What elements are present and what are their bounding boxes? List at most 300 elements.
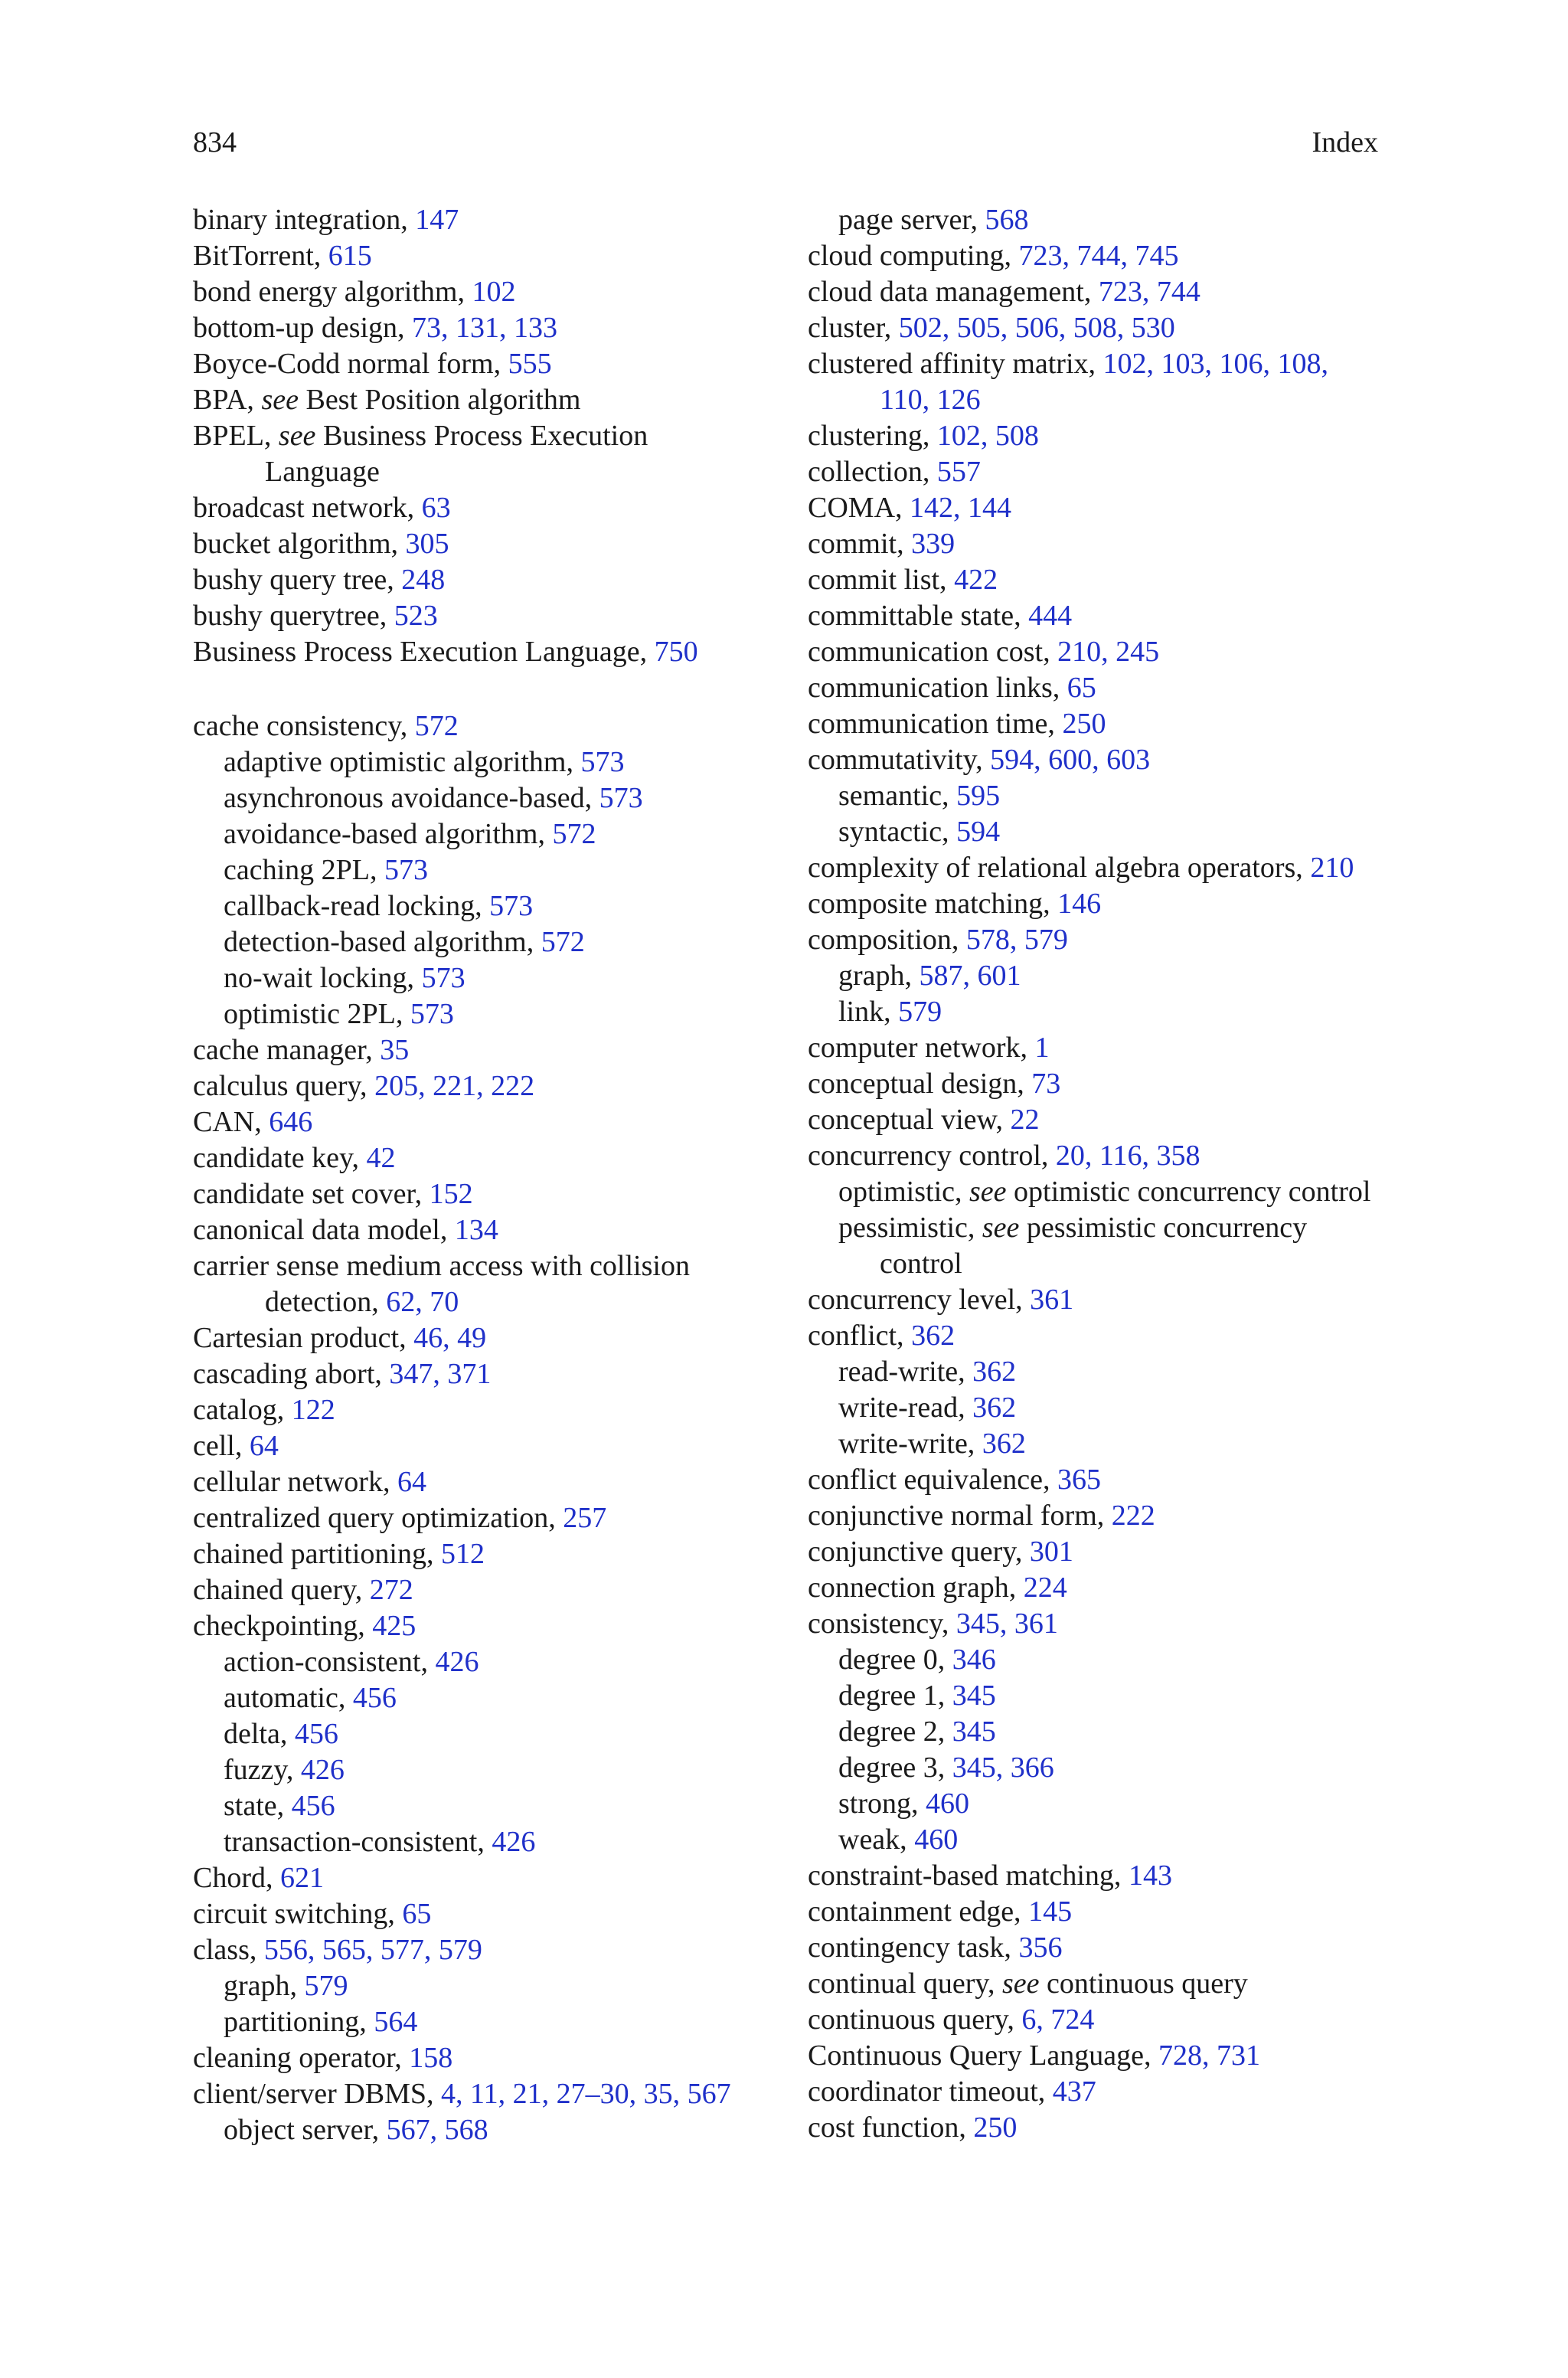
page-links[interactable]: 146 <box>1057 888 1102 920</box>
index-entry <box>808 1030 1405 1066</box>
index-subentry <box>808 1174 1405 1210</box>
index-subentry <box>808 1210 1405 1246</box>
entry-term: semantic, <box>838 780 957 812</box>
entry-term: clustered affinity matrix, <box>808 348 1103 380</box>
index-entry <box>808 670 1405 706</box>
entry-term: candidate set cover, <box>193 1178 430 1210</box>
entry-term: link, <box>838 996 899 1028</box>
entry-term: avoidance-based algorithm, <box>224 818 553 850</box>
index-entry <box>808 238 1405 274</box>
entry-term: concurrency level, <box>808 1284 1031 1316</box>
index-entry <box>808 850 1405 886</box>
index-entry-continuation <box>193 454 790 490</box>
index-subentry <box>808 1786 1405 1822</box>
page-links[interactable]: 356 <box>1018 1932 1063 1964</box>
entry-term: optimistic, <box>838 1176 969 1208</box>
entry-term: bushy query tree, <box>193 564 402 596</box>
index-entry <box>193 202 790 238</box>
index-entry <box>808 526 1405 562</box>
entry-term: communication links, <box>808 672 1067 704</box>
page-links[interactable]: 594 <box>956 816 1001 848</box>
see-reference: see <box>261 384 299 416</box>
page-links[interactable]: 345 <box>952 1716 996 1748</box>
entry-term: conflict equivalence, <box>808 1464 1058 1496</box>
index-entry <box>193 1428 790 1464</box>
page-links[interactable]: 556, 565, 577, 579 <box>263 1934 482 1966</box>
entry-term: contingency task, <box>808 1932 1019 1964</box>
entry-term: syntactic, <box>838 816 957 848</box>
page-links[interactable]: 460 <box>926 1788 969 1820</box>
page-links[interactable]: 723, 744, 745 <box>1018 240 1179 272</box>
page-number: 834 <box>193 126 237 159</box>
index-entry <box>808 634 1405 670</box>
entry-term: Chord, <box>193 1862 280 1894</box>
index-entry <box>193 1068 790 1104</box>
page-links[interactable]: 46, 49 <box>413 1322 487 1354</box>
index-subentry <box>193 1680 790 1716</box>
entry-term: cleaning operator, <box>193 2042 410 2074</box>
page-links[interactable]: 728, 731 <box>1158 2039 1261 2072</box>
page-links[interactable]: 456 <box>294 1718 338 1750</box>
page-links[interactable]: 147 <box>415 204 459 236</box>
index-entry <box>193 708 790 744</box>
entry-term: continual query, <box>808 1967 1002 2000</box>
entry-term: object server, <box>224 2114 387 2146</box>
entry-term: consistency, <box>808 1608 956 1640</box>
page-links[interactable]: 587, 601 <box>919 960 1021 992</box>
page-links[interactable]: 437 <box>1052 2075 1096 2108</box>
entry-term: optimistic 2PL, <box>224 998 410 1030</box>
page-links[interactable]: 573 <box>421 962 466 994</box>
entry-term: write-write, <box>838 1428 982 1460</box>
entry-term: cache consistency, <box>193 710 415 742</box>
page-links[interactable]: 22 <box>1010 1104 1040 1136</box>
page-links[interactable]: 572 <box>414 710 459 742</box>
index-entry <box>808 418 1405 454</box>
index-entry-continuation <box>193 1284 790 1320</box>
index-entry <box>193 1356 790 1392</box>
index-subentry <box>808 1354 1405 1390</box>
page-header <box>193 125 1378 160</box>
index-subentry <box>193 744 790 780</box>
index-entry <box>808 490 1405 526</box>
page-links[interactable]: 567, 568 <box>386 2114 488 2146</box>
index-subentry <box>808 958 1405 994</box>
page-links[interactable]: 723, 744 <box>1098 276 1200 308</box>
index-subentry <box>193 2112 790 2148</box>
page-links[interactable]: 210, 245 <box>1057 636 1160 668</box>
page-links[interactable]: 362 <box>972 1356 1017 1388</box>
entry-term: concurrency control, <box>808 1140 1056 1172</box>
page-links[interactable]: 345, 361 <box>956 1608 1058 1640</box>
see-target: optimistic concurrency control <box>1006 1176 1371 1208</box>
page-links[interactable]: 345 <box>952 1680 996 1712</box>
entry-term: fuzzy, <box>224 1754 301 1786</box>
page-links[interactable]: 210 <box>1310 852 1354 884</box>
entry-term: Boyce-Codd normal form, <box>193 348 508 380</box>
entry-term: partitioning, <box>224 2006 374 2038</box>
index-entry <box>808 2074 1405 2110</box>
index-entry <box>193 1608 790 1644</box>
page-links[interactable]: 1 <box>1034 1032 1050 1064</box>
index-entry <box>808 274 1405 310</box>
index-entry <box>808 1498 1405 1534</box>
entry-term: Continuous Query Language, <box>808 2039 1159 2072</box>
page-links[interactable]: 224 <box>1023 1572 1067 1604</box>
index-entry <box>808 1318 1405 1354</box>
page-links[interactable]: 64 <box>249 1430 279 1462</box>
entry-term: commit, <box>808 528 912 560</box>
entry-term: cluster, <box>808 312 899 344</box>
entry-term: conceptual view, <box>808 1104 1011 1136</box>
index-entry <box>193 310 790 346</box>
index-entry <box>808 886 1405 922</box>
index-entry <box>193 562 790 598</box>
entry-term: commutativity, <box>808 744 991 776</box>
page-links[interactable]: 564 <box>374 2006 418 2038</box>
page-links[interactable]: 425 <box>372 1610 416 1642</box>
entry-term: degree 2, <box>838 1716 952 1748</box>
index-entry <box>193 1248 790 1284</box>
page-links[interactable]: 573 <box>580 746 625 778</box>
index-entry <box>193 1104 790 1140</box>
index-entry <box>193 1896 790 1932</box>
page-links[interactable]: 579 <box>898 996 942 1028</box>
page-links[interactable]: 347, 371 <box>389 1358 492 1390</box>
page-links[interactable]: 64 <box>397 1466 426 1498</box>
index-subentry <box>808 814 1405 850</box>
entry-term: carrier sense medium access with collision <box>193 1250 690 1282</box>
index-subentry <box>193 852 790 888</box>
index-entry <box>808 1534 1405 1570</box>
page-links[interactable]: 456 <box>291 1790 335 1822</box>
entry-term: bottom-up design, <box>193 312 413 344</box>
entry-term: bond energy algorithm, <box>193 276 472 308</box>
page-links[interactable]: 102 <box>472 276 516 308</box>
index-entry <box>193 2076 790 2112</box>
entry-term: containment edge, <box>808 1896 1029 1928</box>
index-entry <box>193 382 790 418</box>
entry-term: composite matching, <box>808 888 1058 920</box>
entry-term: chained query, <box>193 1574 370 1606</box>
page-links[interactable]: 572 <box>552 818 596 850</box>
index-subentry <box>193 1968 790 2004</box>
index-entry <box>193 490 790 526</box>
entry-term: commit list, <box>808 564 955 596</box>
index-entry <box>193 1320 790 1356</box>
see-target: continuous query <box>1039 1967 1248 2000</box>
entry-term: candidate key, <box>193 1142 367 1174</box>
page-links[interactable]: 110, 126 <box>880 384 981 416</box>
entry-term: degree 1, <box>838 1680 952 1712</box>
entry-term: connection graph, <box>808 1572 1024 1604</box>
page-links[interactable]: 73, 131, 133 <box>412 312 558 344</box>
entry-term: strong, <box>838 1788 926 1820</box>
page-links[interactable]: 102, 103, 106, 108, <box>1102 348 1329 380</box>
page-links[interactable]: 158 <box>409 2042 453 2074</box>
page-links[interactable]: 502, 505, 506, 508, 530 <box>898 312 1175 344</box>
index-entry <box>808 1462 1405 1498</box>
page-links[interactable]: 365 <box>1057 1464 1102 1496</box>
index-subentry <box>193 996 790 1032</box>
page-links[interactable]: 456 <box>352 1682 397 1714</box>
entry-term: complexity of relational algebra operators, <box>808 852 1311 884</box>
index-entry-continuation <box>808 382 1405 418</box>
page-links[interactable]: 573 <box>410 998 454 1030</box>
entry-term: conceptual design, <box>808 1068 1032 1100</box>
page-links[interactable]: 250 <box>1062 708 1106 740</box>
page-links[interactable]: 257 <box>563 1502 607 1534</box>
page-links[interactable]: 422 <box>954 564 998 596</box>
index-entry <box>808 1570 1405 1606</box>
entry-term: bucket algorithm, <box>193 528 406 560</box>
page-links[interactable]: 345, 366 <box>952 1752 1054 1784</box>
entry-term: delta, <box>224 1718 295 1750</box>
page-links[interactable]: 595 <box>956 780 1001 812</box>
entry-term: cascading abort, <box>193 1358 390 1390</box>
entry-term: checkpointing, <box>193 1610 373 1642</box>
index-entry <box>193 2040 790 2076</box>
page-links[interactable]: 573 <box>384 854 429 886</box>
index-column-right <box>808 202 1405 2146</box>
page-links[interactable]: 555 <box>508 348 552 380</box>
index-entry <box>808 2038 1405 2074</box>
page-links[interactable]: 339 <box>911 528 956 560</box>
index-entry <box>193 634 790 670</box>
page-links[interactable]: 568 <box>985 204 1029 236</box>
page-links[interactable]: 426 <box>300 1754 345 1786</box>
index-subentry <box>193 888 790 924</box>
entry-term: cloud computing, <box>808 240 1019 272</box>
entry-term: Business Process Execution Language, <box>193 636 655 668</box>
entry-term: CAN, <box>193 1106 270 1138</box>
entry-term: computer network, <box>808 1032 1035 1064</box>
entry-term: Cartesian product, <box>193 1322 414 1354</box>
index-entry <box>193 1176 790 1212</box>
index-subentry <box>193 780 790 816</box>
index-entry <box>193 346 790 382</box>
page-links[interactable]: 205, 221, 222 <box>374 1070 535 1102</box>
page-links[interactable]: 222 <box>1111 1500 1155 1532</box>
page-links[interactable]: 65 <box>402 1898 432 1930</box>
index-entry <box>808 310 1405 346</box>
index-subentry <box>808 994 1405 1030</box>
entry-term: action-consistent, <box>224 1646 436 1678</box>
entry-term: Language <box>265 456 380 488</box>
page-links[interactable]: 578, 579 <box>965 924 1068 956</box>
entry-term: chained partitioning, <box>193 1538 441 1570</box>
entry-term: bushy querytree, <box>193 600 394 632</box>
page-links[interactable]: 444 <box>1028 600 1073 632</box>
page-links[interactable]: 460 <box>914 1824 959 1856</box>
index-subentry <box>193 1752 790 1788</box>
see-reference: see <box>969 1176 1007 1208</box>
index-subentry <box>808 1822 1405 1858</box>
entry-term: binary integration, <box>193 204 416 236</box>
index-entry <box>808 742 1405 778</box>
index-entry <box>808 1858 1405 1894</box>
page-links[interactable]: 346 <box>952 1644 996 1676</box>
page-links[interactable]: 42 <box>366 1142 396 1174</box>
entry-term: BitTorrent, <box>193 240 328 272</box>
index-entry <box>193 1572 790 1608</box>
page-links[interactable]: 6, 724 <box>1021 2003 1095 2036</box>
index-entry <box>808 706 1405 742</box>
index-subentry <box>808 1750 1405 1786</box>
see-target: pessimistic concurrency <box>1019 1212 1308 1244</box>
entry-term: constraint-based matching, <box>808 1860 1129 1892</box>
index-entry <box>808 2002 1405 2038</box>
page-links[interactable]: 362 <box>911 1320 956 1352</box>
entry-term: conjunctive normal form, <box>808 1500 1112 1532</box>
index-entry <box>193 1860 790 1896</box>
page-links[interactable]: 145 <box>1028 1896 1073 1928</box>
page-links[interactable]: 594, 600, 603 <box>990 744 1151 776</box>
entry-term: detection-based algorithm, <box>224 926 541 958</box>
page-links[interactable]: 615 <box>328 240 372 272</box>
entry-term: graph, <box>838 960 920 992</box>
page-links[interactable]: 362 <box>982 1428 1026 1460</box>
index-entry <box>808 2110 1405 2146</box>
index-subentry <box>808 1642 1405 1678</box>
index-entry <box>808 1966 1405 2002</box>
entry-term: continuous query, <box>808 2003 1022 2036</box>
entry-term: control <box>880 1248 962 1280</box>
page-links[interactable]: 143 <box>1128 1860 1172 1892</box>
index-entry <box>808 562 1405 598</box>
index-entry <box>808 1894 1405 1930</box>
entry-term: COMA, <box>808 492 910 524</box>
page-links[interactable]: 573 <box>489 890 534 922</box>
entry-term: degree 3, <box>838 1752 952 1784</box>
entry-term: weak, <box>838 1824 915 1856</box>
page-links[interactable]: 62, 70 <box>386 1286 459 1318</box>
entry-term: pessimistic, <box>838 1212 982 1244</box>
index-entry <box>193 1500 790 1536</box>
entry-term: communication cost, <box>808 636 1058 668</box>
entry-term: catalog, <box>193 1394 292 1426</box>
page-links[interactable]: 362 <box>972 1392 1017 1424</box>
page-links[interactable]: 142, 144 <box>910 492 1012 524</box>
entry-term: calculus query, <box>193 1070 375 1102</box>
index-column-left <box>193 202 790 2148</box>
page-links[interactable]: 572 <box>541 926 585 958</box>
index-subentry <box>193 816 790 852</box>
index-entry <box>193 598 790 634</box>
page-links[interactable]: 122 <box>291 1394 335 1426</box>
entry-term: client/server DBMS, <box>193 2078 442 2110</box>
page-links[interactable]: 426 <box>435 1646 479 1678</box>
index-entry <box>808 598 1405 634</box>
page-links[interactable]: 4, 11, 21, 27–30, 35, 567 <box>441 2078 731 2110</box>
index-entry <box>808 1066 1405 1102</box>
entry-term: coordinator timeout, <box>808 2075 1053 2108</box>
entry-term: caching 2PL, <box>224 854 385 886</box>
page-links[interactable]: 35 <box>380 1034 410 1066</box>
index-subentry <box>808 202 1405 238</box>
page-links[interactable]: 305 <box>405 528 449 560</box>
index-subentry <box>193 924 790 960</box>
page-links[interactable]: 248 <box>401 564 446 596</box>
entry-term: conflict, <box>808 1320 912 1352</box>
index-entry <box>193 1032 790 1068</box>
index-entry <box>808 1930 1405 1966</box>
index-entry <box>193 274 790 310</box>
index-subentry <box>193 1824 790 1860</box>
page-links[interactable]: 272 <box>369 1574 413 1606</box>
page-links[interactable]: 134 <box>454 1214 498 1246</box>
index-subentry <box>808 1714 1405 1750</box>
entry-term: class, <box>193 1934 264 1966</box>
index-subentry <box>193 1644 790 1680</box>
entry-term: broadcast network, <box>193 492 422 524</box>
index-entry <box>808 1606 1405 1642</box>
entry-term: degree 0, <box>838 1644 952 1676</box>
entry-term: clustering, <box>808 420 937 452</box>
entry-term: centralized query optimization, <box>193 1502 564 1534</box>
index-subentry <box>193 2004 790 2040</box>
index-subentry <box>808 1678 1405 1714</box>
index-entry <box>193 526 790 562</box>
entry-term: no-wait locking, <box>224 962 422 994</box>
page-links[interactable]: 102, 508 <box>936 420 1039 452</box>
index-entry <box>193 1212 790 1248</box>
page-links[interactable]: 573 <box>599 782 643 814</box>
page-links[interactable]: 750 <box>654 636 698 668</box>
page-links[interactable]: 557 <box>936 456 981 488</box>
page-links[interactable]: 73 <box>1031 1068 1061 1100</box>
page-links[interactable]: 152 <box>429 1178 473 1210</box>
page-links[interactable]: 523 <box>394 600 438 632</box>
entry-term: adaptive optimistic algorithm, <box>224 746 581 778</box>
page-links[interactable]: 361 <box>1030 1284 1074 1316</box>
page-links[interactable]: 63 <box>421 492 451 524</box>
page-links[interactable]: 65 <box>1067 672 1096 704</box>
entry-term: automatic, <box>224 1682 353 1714</box>
entry-term: page server, <box>838 204 985 236</box>
entry-term: state, <box>224 1790 292 1822</box>
index-entry <box>193 1392 790 1428</box>
page-links[interactable]: 579 <box>304 1970 348 2002</box>
page-links[interactable]: 426 <box>492 1826 536 1858</box>
index-entry <box>808 454 1405 490</box>
index-entry <box>808 346 1405 382</box>
page-links[interactable]: 250 <box>973 2111 1018 2144</box>
entry-term: circuit switching, <box>193 1898 403 1930</box>
index-entry <box>193 1464 790 1500</box>
page-links[interactable]: 512 <box>440 1538 485 1570</box>
see-reference: see <box>278 420 316 452</box>
entry-term: committable state, <box>808 600 1029 632</box>
index-entry <box>193 418 790 454</box>
see-reference: see <box>1001 1967 1040 2000</box>
entry-term: canonical data model, <box>193 1214 455 1246</box>
index-subentry <box>193 1788 790 1824</box>
index-subentry <box>193 1716 790 1752</box>
entry-term: BPA, <box>193 384 262 416</box>
page-links[interactable]: 20, 116, 358 <box>1055 1140 1200 1172</box>
entry-term: communication time, <box>808 708 1063 740</box>
index-subentry <box>808 778 1405 814</box>
page-links[interactable]: 621 <box>280 1862 324 1894</box>
entry-term: cell, <box>193 1430 250 1462</box>
page-links[interactable]: 301 <box>1029 1536 1073 1568</box>
see-target: Business Process Execution <box>315 420 648 452</box>
entry-term: BPEL, <box>193 420 279 452</box>
entry-term: cache manager, <box>193 1034 381 1066</box>
index-entry <box>808 1282 1405 1318</box>
page-links[interactable]: 646 <box>269 1106 313 1138</box>
